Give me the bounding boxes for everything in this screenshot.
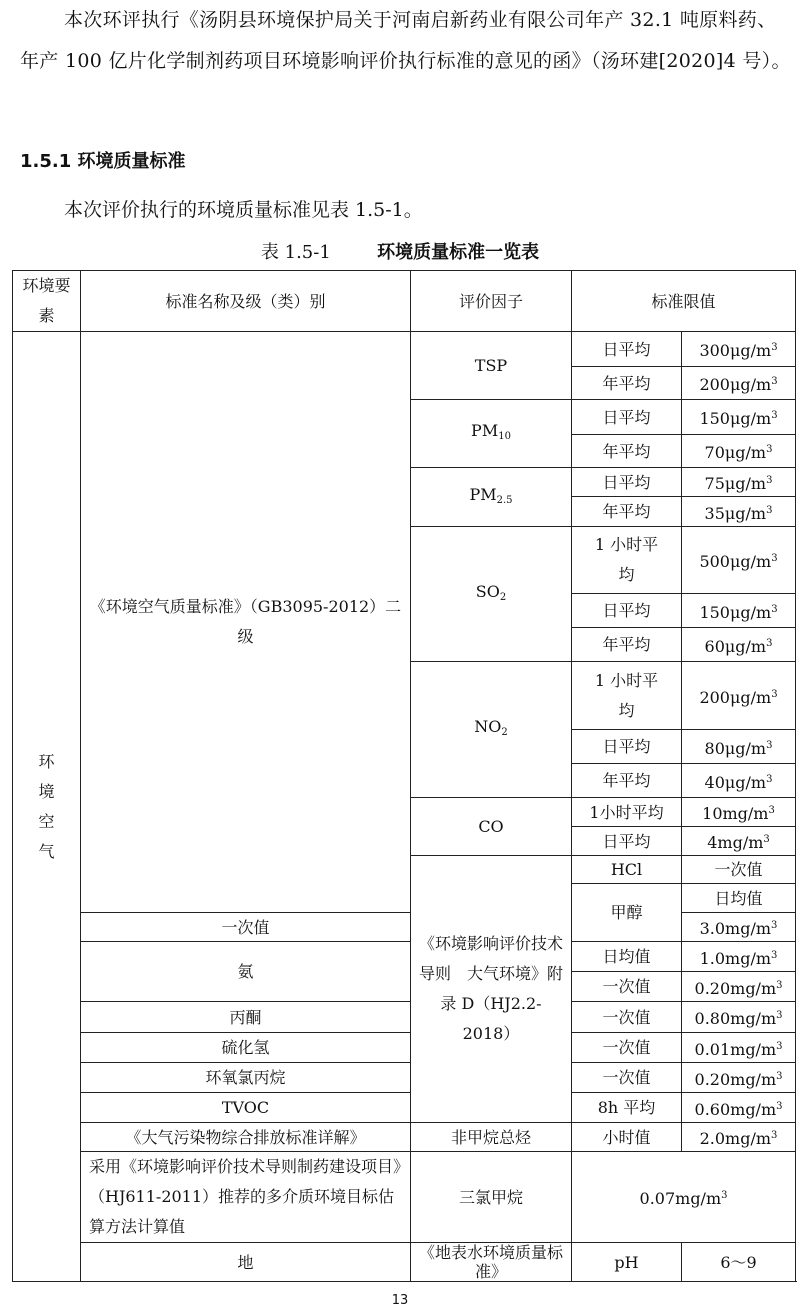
period-once: 一次值: [572, 1002, 682, 1033]
limit-value: $35\mu g/m^3$: [682, 497, 796, 527]
factor-hcl: HCl: [572, 856, 682, 884]
period-daily: 日平均: [572, 827, 682, 856]
table-caption: [0, 238, 800, 264]
limit-value: $10mg/m^3$: [682, 798, 796, 827]
factor-no2: $NO_2$: [411, 662, 572, 798]
limit-value: $3.0mg/m^3$: [682, 913, 796, 942]
period-daily-mean: 日均值: [572, 942, 682, 972]
group-surface-water: 地: [81, 1243, 411, 1282]
period-annual: 年平均: [572, 367, 682, 400]
table-row: [13, 1033, 796, 1063]
limit-value: $75\mu g/m^3$: [682, 468, 796, 497]
header-standard-name: 标准名称及级（类）别: [81, 271, 411, 332]
header-limit: 标准限值: [572, 271, 796, 332]
limit-value: $200\mu g/m^3$: [682, 367, 796, 400]
intro-paragraph: 本次环评执行《汤阴县环境保护局关于河南启新药业有限公司年产 32.1 吨原料药、年产 100 亿片化学制剂药项目环境影响评价执行标准的意见的函》（汤环建[2020]4 号）。: [20, 9, 791, 72]
table-title: 环境质量标准一览表: [377, 242, 540, 263]
period-daily: 日平均: [572, 400, 682, 435]
limit-value: $80\mu g/m^3$: [682, 730, 796, 764]
period-annual: 年平均: [572, 435, 682, 468]
limit-value: $0.20mg/m^3$: [682, 972, 796, 1002]
limit-value: $0.20mg/m^3$: [682, 1063, 796, 1093]
period-daily: 日平均: [572, 332, 682, 367]
period-1-hour: 1 小时平 均: [572, 527, 682, 594]
standard-hj611: 采用《环境影响评价技术导则制药建设项目》（HJ611-2011）推荐的多介质环境目标估算方法计算值: [81, 1152, 411, 1243]
table-number: 表 1.5-1: [260, 242, 331, 263]
period-daily: 日平均: [572, 594, 682, 628]
group-ambient-air: 环境空气: [13, 332, 81, 1282]
header-env-element: 环境要素: [13, 271, 81, 332]
limit-value: $4mg/m^3$: [682, 827, 796, 856]
page-number: 13: [391, 1293, 409, 1308]
period-daily: 日平均: [572, 468, 682, 497]
limit-value: $150\mu g/m^3$: [682, 400, 796, 435]
section-heading: 1.5.1 环境质量标准: [20, 151, 186, 172]
limit-value: $300\mu g/m^3$: [682, 332, 796, 367]
factor-pm25: $PM_{2.5}$: [411, 468, 572, 527]
factor-h2s: 硫化氢: [81, 1033, 411, 1063]
period-daily-mean: 日均值: [682, 884, 796, 913]
table-row: [13, 1243, 796, 1282]
table-header-row: [13, 271, 796, 332]
section-intro: 本次评价执行的环境质量标准见表 1.5-1。: [64, 199, 423, 221]
limit-value: $40\mu g/m^3$: [682, 764, 796, 798]
limit-value: $0.80mg/m^3$: [682, 1002, 796, 1033]
standard-hj22: 《环境影响评价技术导则 大气环境》附录 D（HJ2.2-2018）: [411, 856, 572, 1123]
factor-nmhc: 非甲烷总烃: [411, 1123, 572, 1152]
table-row: [13, 332, 796, 367]
factor-tsp: TSP: [411, 332, 572, 400]
period-8h: 8h 平均: [572, 1093, 682, 1123]
period-1-hour: 1 小时平 均: [572, 662, 682, 730]
factor-co: CO: [411, 798, 572, 856]
period-annual: 年平均: [572, 764, 682, 798]
standard-gb3095: 《环境空气质量标准》（GB3095-2012）二级: [81, 332, 411, 913]
factor-so2: $SO_2$: [411, 527, 572, 662]
header-factor: 评价因子: [411, 271, 572, 332]
period-once: 一次值: [81, 913, 411, 942]
env-quality-table: [12, 270, 796, 1282]
period-once: 一次值: [572, 1063, 682, 1093]
period-1-hour: 1小时平均: [572, 798, 682, 827]
limit-value: $60\mu g/m^3$: [682, 628, 796, 662]
standard-gb3838: 《地表水环境质量标准》: [411, 1243, 572, 1282]
period-annual: 年平均: [572, 628, 682, 662]
factor-ph: pH: [572, 1243, 682, 1282]
limit-value: $0.07mg/m^3$: [572, 1152, 796, 1243]
table-row: [13, 942, 796, 972]
factor-tvoc: TVOC: [81, 1093, 411, 1123]
factor-acetone: 丙酮: [81, 1002, 411, 1033]
table-row: [13, 1152, 796, 1243]
period-once: 一次值: [572, 1033, 682, 1063]
period-hourly: 小时值: [572, 1123, 682, 1152]
standard-detail: 《大气污染物综合排放标准详解》: [81, 1123, 411, 1152]
limit-value: $200\mu g/m^3$: [682, 662, 796, 730]
limit-value: $0.60mg/m^3$: [682, 1093, 796, 1123]
factor-pm10: $PM_{10}$: [411, 400, 572, 468]
limit-value: 6～9: [682, 1243, 796, 1282]
period-once: 一次值: [572, 972, 682, 1002]
table-row: [13, 1093, 796, 1123]
period-annual: 年平均: [572, 497, 682, 527]
limit-value: $0.01mg/m^3$: [682, 1033, 796, 1063]
table-row: [13, 1002, 796, 1033]
factor-methanol: 甲醇: [572, 884, 682, 942]
period-once: 一次值: [682, 856, 796, 884]
limit-value: $150\mu g/m^3$: [682, 594, 796, 628]
table-row: [13, 1063, 796, 1093]
factor-chloroform: 三氯甲烷: [411, 1152, 572, 1243]
table-row: [13, 1123, 796, 1152]
period-daily: 日平均: [572, 730, 682, 764]
limit-value: $500\mu g/m^3$: [682, 527, 796, 594]
limit-value: $70\mu g/m^3$: [682, 435, 796, 468]
factor-epichlorohydrin: 环氧氯丙烷: [81, 1063, 411, 1093]
limit-value: $2.0mg/m^3$: [682, 1123, 796, 1152]
factor-ammonia: 氨: [81, 942, 411, 1002]
limit-value: $1.0mg/m^3$: [682, 942, 796, 972]
